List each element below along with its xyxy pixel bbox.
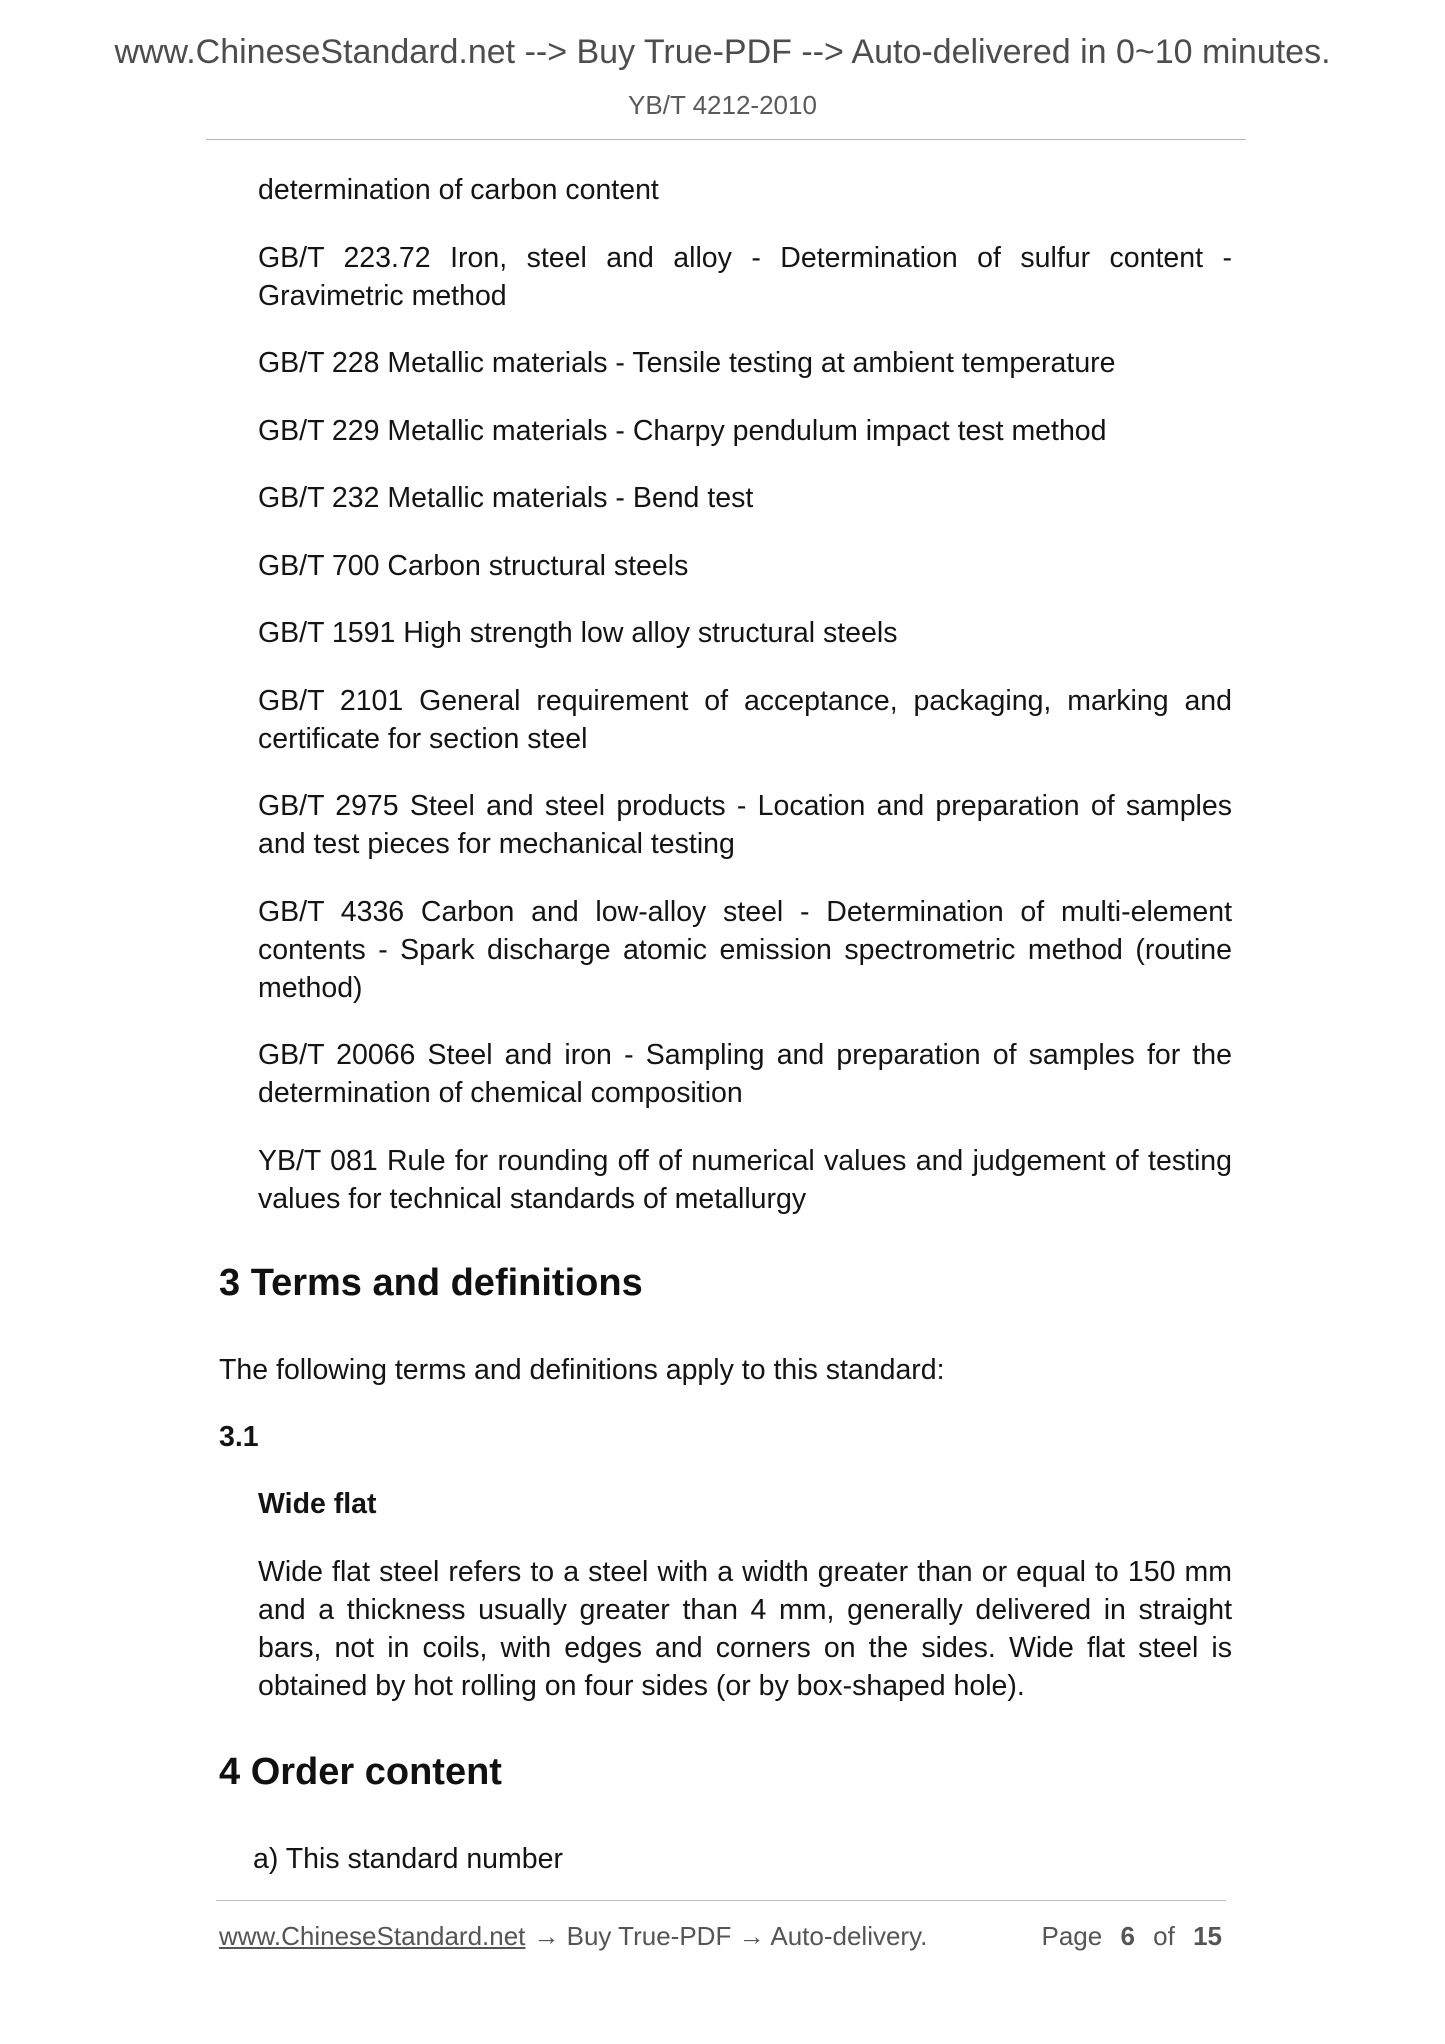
clause-number: 3.1 xyxy=(219,1421,259,1453)
section-4-heading: 4 Order content xyxy=(219,1751,502,1793)
reference-line: GB/T 232 Metallic materials - Bend test xyxy=(258,482,754,514)
reference-item xyxy=(258,344,1232,382)
page-indicator xyxy=(1041,1918,1222,1954)
reference-line: GB/T 229 Metallic materials - Charpy pendulum impact test method xyxy=(258,414,1107,447)
reference-line: Gravimetric method xyxy=(258,279,507,312)
page-label: Page xyxy=(1041,1921,1103,1951)
reference-line: GB/T 2975 Steel and steel products - Location and preparation of samples xyxy=(258,790,1232,822)
reference-item xyxy=(258,682,1232,758)
definition-line: and a thickness usually greater than 4 mm, generally delivered in straight xyxy=(258,1594,1232,1626)
section-3-heading: 3 Terms and definitions xyxy=(219,1262,643,1304)
reference-item xyxy=(258,171,1232,209)
reference-line: and test pieces for mechanical testing xyxy=(258,828,735,860)
reference-line: GB/T 228 Metallic materials - Tensile testing at ambient temperature xyxy=(258,347,1116,379)
reference-item xyxy=(258,479,1232,517)
header-standard-code: YB/T 4212-2010 xyxy=(628,90,817,120)
reference-line: method) xyxy=(258,971,363,1004)
reference-item xyxy=(258,1036,1232,1112)
footer-divider xyxy=(216,1900,1226,1901)
definition-line: bars, not in coils, with edges and corners on the sides. Wide flat steel is xyxy=(258,1632,1232,1664)
reference-line: YB/T 081 Rule for rounding off of numerical values and judgement of testing xyxy=(258,1144,1232,1177)
reference-line: contents - Spark discharge atomic emission spectrometric method (routine xyxy=(258,933,1232,966)
reference-line: values for technical standards of metallurgy xyxy=(258,1182,807,1215)
reference-line: determination of carbon content xyxy=(258,174,659,206)
reference-line: GB/T 1591 High strength low alloy structural steels xyxy=(258,617,898,649)
header-site-line: www.ChineseStandard.net --> Buy True-PDF --> Auto-delivered in 0~10 minutes. xyxy=(114,33,1331,71)
normative-references-list xyxy=(258,171,1232,1247)
page-number: 6 xyxy=(1120,1921,1135,1951)
reference-item xyxy=(258,547,1232,585)
footer-promo xyxy=(219,1918,927,1954)
reference-line: determination of chemical composition xyxy=(258,1077,743,1109)
term-definition xyxy=(258,1553,1232,1705)
reference-line: GB/T 4336 Carbon and low-alloy steel - Determination of multi-element xyxy=(258,895,1232,928)
reference-line: GB/T 20066 Steel and iron - Sampling and preparation of samples for the xyxy=(258,1039,1232,1071)
footer-site-link[interactable]: www.ChineseStandard.net xyxy=(219,1921,526,1951)
definition-line: Wide flat steel refers to a steel with a width greater than or equal to 150 mm xyxy=(258,1556,1232,1588)
reference-line: GB/T 700 Carbon structural steels xyxy=(258,549,689,582)
section-3-intro: The following terms and definitions apply to this standard: xyxy=(219,1354,945,1386)
reference-line: GB/T 223.72 Iron, steel and alloy - Determination of sulfur content - xyxy=(258,241,1232,274)
footer-tagline: → Buy True-PDF → Auto-delivery. xyxy=(533,1921,928,1951)
term-title: Wide flat xyxy=(258,1488,377,1520)
order-item: a) This standard number xyxy=(253,1843,563,1875)
reference-item xyxy=(258,787,1232,863)
reference-line: GB/T 2101 General requirement of acceptance, packaging, marking and xyxy=(258,684,1232,717)
reference-line: certificate for section steel xyxy=(258,722,588,755)
definition-line: obtained by hot rolling on four sides (or by box-shaped hole). xyxy=(258,1670,1025,1702)
reference-item xyxy=(258,239,1232,315)
reference-item xyxy=(258,1142,1232,1218)
reference-item xyxy=(258,412,1232,450)
page-total: 15 xyxy=(1193,1921,1222,1951)
reference-item xyxy=(258,893,1232,1007)
header-divider xyxy=(206,139,1246,140)
reference-item xyxy=(258,614,1232,652)
page-of-label: of xyxy=(1153,1921,1175,1951)
